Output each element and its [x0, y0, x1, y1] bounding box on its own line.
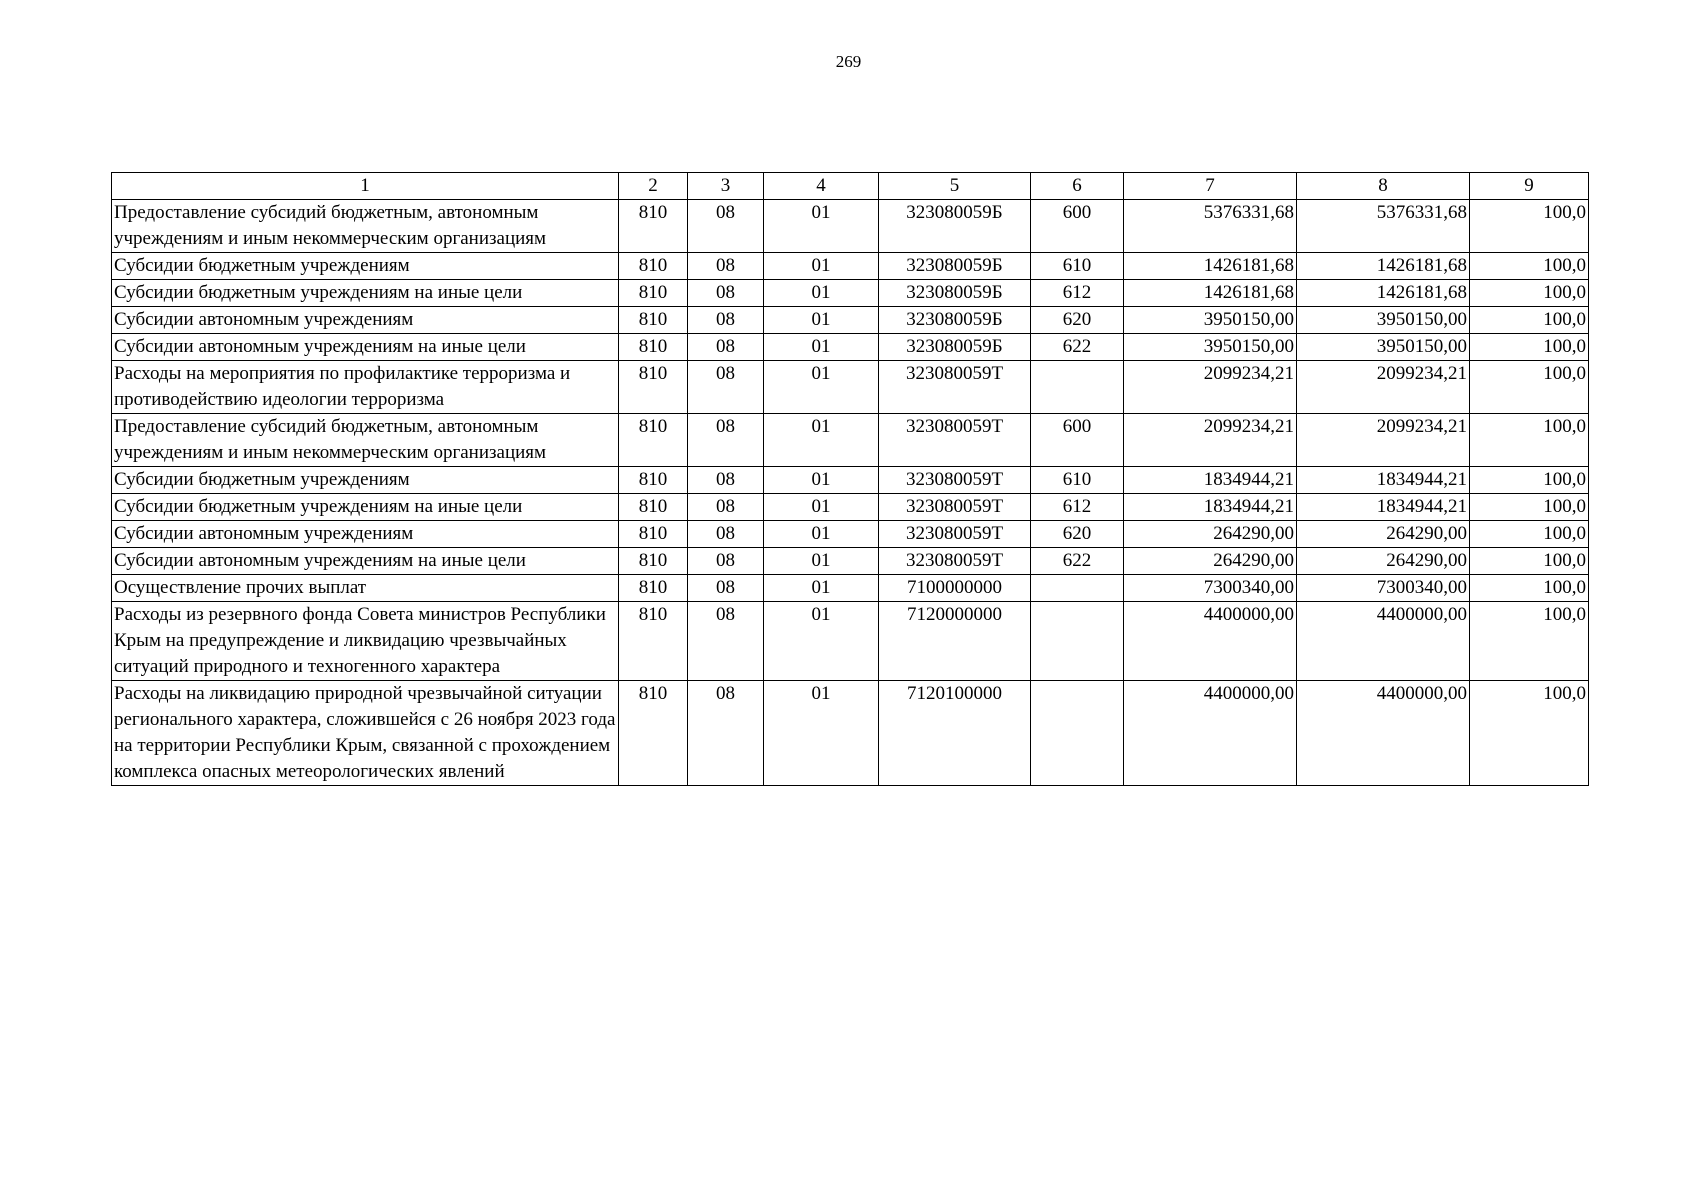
row-description: Предоставление субсидий бюджетным, автономным учреждениям и иным некоммерческим организациям [112, 200, 619, 253]
col-9-percent: 100,0 [1470, 280, 1589, 307]
column-header: 9 [1470, 173, 1589, 200]
col-4-cell: 01 [764, 521, 879, 548]
col-3-cell: 08 [688, 361, 764, 414]
column-header: 2 [619, 173, 688, 200]
col-8-amount: 1426181,68 [1297, 253, 1470, 280]
col-8-amount: 264290,00 [1297, 521, 1470, 548]
col-6-cell: 620 [1031, 307, 1124, 334]
col-7-amount: 2099234,21 [1124, 361, 1297, 414]
col-2-cell: 810 [619, 467, 688, 494]
col-4-cell: 01 [764, 200, 879, 253]
col-9-percent: 100,0 [1470, 575, 1589, 602]
col-2-cell: 810 [619, 280, 688, 307]
col-5-cell: 323080059Т [879, 361, 1031, 414]
col-5-cell: 323080059Б [879, 280, 1031, 307]
col-4-cell: 01 [764, 280, 879, 307]
table-row [112, 253, 1589, 280]
budget-table [111, 172, 1589, 786]
col-4-cell: 01 [764, 414, 879, 467]
col-5-cell: 323080059Б [879, 307, 1031, 334]
col-9-percent: 100,0 [1470, 361, 1589, 414]
col-5-cell: 7120100000 [879, 681, 1031, 786]
column-header: 3 [688, 173, 764, 200]
col-2-cell: 810 [619, 414, 688, 467]
col-9-percent: 100,0 [1470, 548, 1589, 575]
col-6-cell: 600 [1031, 200, 1124, 253]
row-description: Субсидии автономным учреждениям [112, 307, 619, 334]
col-4-cell: 01 [764, 681, 879, 786]
col-5-cell: 7120000000 [879, 602, 1031, 681]
col-8-amount: 5376331,68 [1297, 200, 1470, 253]
col-6-cell: 620 [1031, 521, 1124, 548]
col-5-cell: 323080059Т [879, 548, 1031, 575]
col-6-cell [1031, 361, 1124, 414]
col-3-cell: 08 [688, 200, 764, 253]
col-5-cell: 323080059Б [879, 200, 1031, 253]
col-4-cell: 01 [764, 334, 879, 361]
col-3-cell: 08 [688, 548, 764, 575]
col-5-cell: 323080059Т [879, 467, 1031, 494]
col-2-cell: 810 [619, 548, 688, 575]
col-4-cell: 01 [764, 494, 879, 521]
row-description: Субсидии бюджетным учреждениям [112, 467, 619, 494]
col-7-amount: 3950150,00 [1124, 334, 1297, 361]
row-description: Субсидии автономным учреждениям на иные цели [112, 548, 619, 575]
col-6-cell: 622 [1031, 334, 1124, 361]
col-3-cell: 08 [688, 334, 764, 361]
col-6-cell [1031, 681, 1124, 786]
table-row [112, 467, 1589, 494]
col-3-cell: 08 [688, 681, 764, 786]
col-9-percent: 100,0 [1470, 681, 1589, 786]
col-8-amount: 4400000,00 [1297, 681, 1470, 786]
col-9-percent: 100,0 [1470, 521, 1589, 548]
row-description: Расходы на мероприятия по профилактике терроризма и противодействию идеологии терроризма [112, 361, 619, 414]
table-row [112, 307, 1589, 334]
col-9-percent: 100,0 [1470, 253, 1589, 280]
col-8-amount: 2099234,21 [1297, 414, 1470, 467]
table-row [112, 494, 1589, 521]
col-9-percent: 100,0 [1470, 467, 1589, 494]
table-row [112, 681, 1589, 786]
col-3-cell: 08 [688, 253, 764, 280]
col-6-cell: 612 [1031, 494, 1124, 521]
col-6-cell [1031, 602, 1124, 681]
col-2-cell: 810 [619, 253, 688, 280]
col-9-percent: 100,0 [1470, 414, 1589, 467]
table-row [112, 521, 1589, 548]
row-description: Субсидии автономным учреждениям на иные цели [112, 334, 619, 361]
col-7-amount: 5376331,68 [1124, 200, 1297, 253]
col-8-amount: 1834944,21 [1297, 467, 1470, 494]
col-7-amount: 1426181,68 [1124, 280, 1297, 307]
col-2-cell: 810 [619, 602, 688, 681]
header-row [112, 173, 1589, 200]
col-4-cell: 01 [764, 307, 879, 334]
col-8-amount: 7300340,00 [1297, 575, 1470, 602]
col-3-cell: 08 [688, 307, 764, 334]
table-row [112, 361, 1589, 414]
col-7-amount: 4400000,00 [1124, 681, 1297, 786]
row-description: Осуществление прочих выплат [112, 575, 619, 602]
row-description: Расходы на ликвидацию природной чрезвычайной ситуации регионального характера, сложившейся с 26 ноября 2023 года на территории Республики Крым, связанной с прохождением комплекса опасных метеорологических явлений [112, 681, 619, 786]
col-4-cell: 01 [764, 602, 879, 681]
row-description: Субсидии бюджетным учреждениям [112, 253, 619, 280]
col-7-amount: 7300340,00 [1124, 575, 1297, 602]
col-5-cell: 323080059Т [879, 414, 1031, 467]
col-4-cell: 01 [764, 575, 879, 602]
col-6-cell [1031, 575, 1124, 602]
table-row [112, 548, 1589, 575]
page-number: 269 [835, 52, 862, 71]
col-3-cell: 08 [688, 602, 764, 681]
col-3-cell: 08 [688, 414, 764, 467]
col-3-cell: 08 [688, 280, 764, 307]
column-header: 6 [1031, 173, 1124, 200]
col-6-cell: 612 [1031, 280, 1124, 307]
row-description: Субсидии автономным учреждениям [112, 521, 619, 548]
col-8-amount: 3950150,00 [1297, 307, 1470, 334]
col-9-percent: 100,0 [1470, 494, 1589, 521]
row-description: Субсидии бюджетным учреждениям на иные цели [112, 494, 619, 521]
col-2-cell: 810 [619, 494, 688, 521]
col-8-amount: 1426181,68 [1297, 280, 1470, 307]
col-2-cell: 810 [619, 200, 688, 253]
col-7-amount: 4400000,00 [1124, 602, 1297, 681]
col-5-cell: 7100000000 [879, 575, 1031, 602]
col-5-cell: 323080059Б [879, 253, 1031, 280]
col-7-amount: 2099234,21 [1124, 414, 1297, 467]
col-5-cell: 323080059Т [879, 494, 1031, 521]
table-row [112, 334, 1589, 361]
col-6-cell: 622 [1031, 548, 1124, 575]
col-3-cell: 08 [688, 575, 764, 602]
row-description: Субсидии бюджетным учреждениям на иные цели [112, 280, 619, 307]
col-4-cell: 01 [764, 467, 879, 494]
col-6-cell: 610 [1031, 467, 1124, 494]
row-description: Предоставление субсидий бюджетным, автономным учреждениям и иным некоммерческим организациям [112, 414, 619, 467]
row-description: Расходы из резервного фонда Совета министров Республики Крым на предупреждение и ликвидацию чрезвычайных ситуаций природного и техногенного характера [112, 602, 619, 681]
table-body [112, 200, 1589, 786]
table-row [112, 602, 1589, 681]
col-8-amount: 4400000,00 [1297, 602, 1470, 681]
col-8-amount: 1834944,21 [1297, 494, 1470, 521]
table-row [112, 200, 1589, 253]
col-7-amount: 3950150,00 [1124, 307, 1297, 334]
col-5-cell: 323080059Б [879, 334, 1031, 361]
col-9-percent: 100,0 [1470, 200, 1589, 253]
col-9-percent: 100,0 [1470, 334, 1589, 361]
table-row [112, 414, 1589, 467]
col-2-cell: 810 [619, 575, 688, 602]
col-2-cell: 810 [619, 334, 688, 361]
col-3-cell: 08 [688, 494, 764, 521]
col-4-cell: 01 [764, 253, 879, 280]
col-4-cell: 01 [764, 548, 879, 575]
col-2-cell: 810 [619, 307, 688, 334]
col-2-cell: 810 [619, 361, 688, 414]
table-row [112, 280, 1589, 307]
column-header: 7 [1124, 173, 1297, 200]
col-3-cell: 08 [688, 467, 764, 494]
col-8-amount: 2099234,21 [1297, 361, 1470, 414]
col-9-percent: 100,0 [1470, 307, 1589, 334]
col-7-amount: 264290,00 [1124, 548, 1297, 575]
col-9-percent: 100,0 [1470, 602, 1589, 681]
col-4-cell: 01 [764, 361, 879, 414]
column-header: 5 [879, 173, 1031, 200]
col-3-cell: 08 [688, 521, 764, 548]
col-6-cell: 610 [1031, 253, 1124, 280]
column-header: 4 [764, 173, 879, 200]
col-2-cell: 810 [619, 521, 688, 548]
column-header: 1 [112, 173, 619, 200]
col-7-amount: 264290,00 [1124, 521, 1297, 548]
col-5-cell: 323080059Т [879, 521, 1031, 548]
col-7-amount: 1834944,21 [1124, 494, 1297, 521]
col-7-amount: 1834944,21 [1124, 467, 1297, 494]
col-6-cell: 600 [1031, 414, 1124, 467]
col-8-amount: 3950150,00 [1297, 334, 1470, 361]
col-7-amount: 1426181,68 [1124, 253, 1297, 280]
col-2-cell: 810 [619, 681, 688, 786]
table-row [112, 575, 1589, 602]
col-8-amount: 264290,00 [1297, 548, 1470, 575]
column-header: 8 [1297, 173, 1470, 200]
